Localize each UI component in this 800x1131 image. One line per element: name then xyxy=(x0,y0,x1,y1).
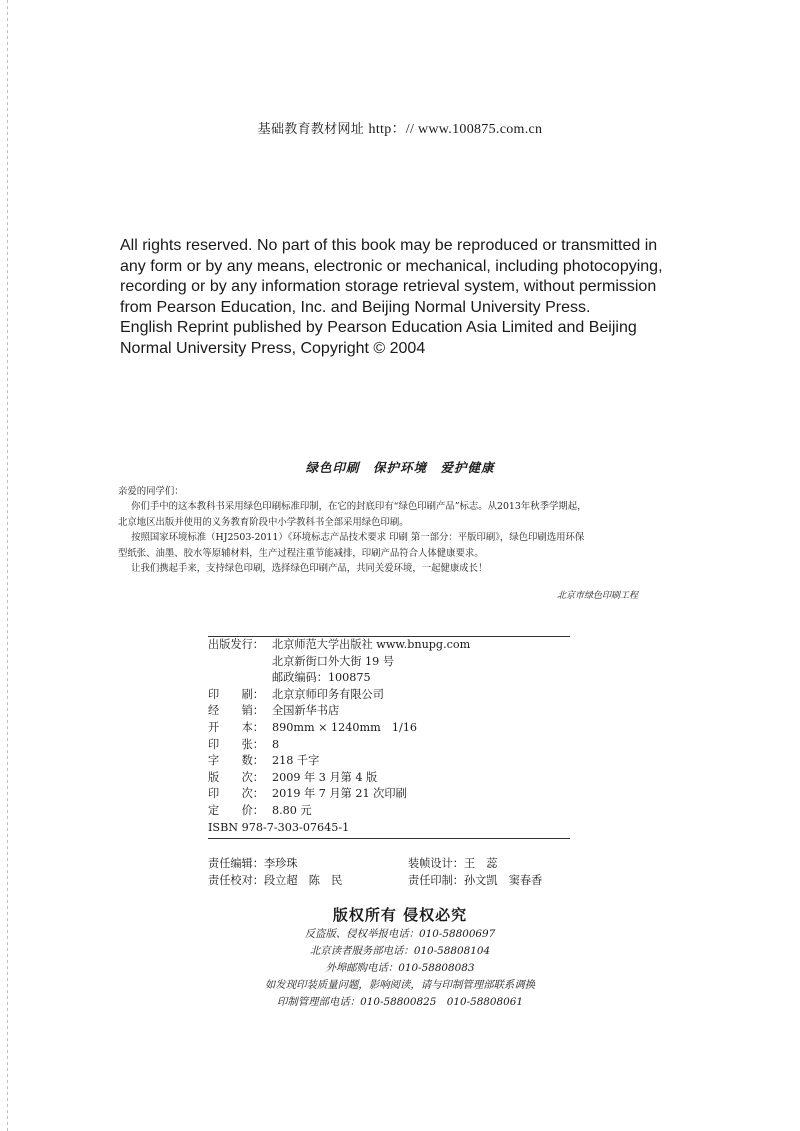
notice-line: 按照国家环境标准（HJ2503-2011）《环境标志产品技术要求 印刷 第一部分：平版印刷》，绿色印刷选用环保 xyxy=(131,532,585,544)
green-print-notice xyxy=(118,484,688,576)
isbn: ISBN 978-7-303-07645-1 xyxy=(208,820,350,834)
phone-line: 外埠邮购电话：010-58808083 xyxy=(325,962,475,974)
imprint-value: 2009 年 3 月第 4 版 xyxy=(272,770,378,784)
notice-line: 你们手中的这本教科书采用绿色印刷标准印制，在它的封底印有“绿色印刷产品”标志。从2013年秋季学期起， xyxy=(131,501,587,513)
rights-line: English Reprint published by Pearson Education Asia Limited and Beijing xyxy=(120,319,637,336)
print-manager: 责任印制：孙文凯 窦春香 xyxy=(408,874,543,887)
rights-line: any form or by any means, electronic or mechanical, including photocopying, xyxy=(120,257,663,275)
contact-phones xyxy=(0,926,800,1011)
isbn-row xyxy=(208,820,570,837)
editors-row xyxy=(208,855,588,872)
responsible-editor: 责任编辑：李珍珠 xyxy=(208,857,298,870)
greeting: 亲爱的同学们： xyxy=(118,486,184,497)
editors-row xyxy=(208,872,588,889)
rights-notice xyxy=(120,236,680,359)
rights-line: from Pearson Education, Inc. and Beijing Normal University Press. xyxy=(120,298,591,316)
publisher-row xyxy=(208,637,570,654)
notice-line: 让我们携起手来，支持绿色印刷，选择绿色印刷产品，共同关爱环境，一起健康成长！ xyxy=(131,563,488,575)
rights-line: Normal University Press, Copyright © 2004 xyxy=(120,339,426,357)
imprint-value: 218 千字 xyxy=(272,754,320,768)
editors-block xyxy=(208,855,588,889)
notice-line: 北京地区出版并使用的义务教育阶段中小学教科书全部采用绿色印刷。 xyxy=(118,516,409,528)
imprint-value: 北京京师印务有限公司 xyxy=(272,687,384,701)
cover-designer: 装帧设计：王 蕊 xyxy=(408,857,498,870)
imprint-label: 字 数： xyxy=(208,754,264,768)
green-print-signature: 北京市绿色印刷工程 xyxy=(556,591,638,601)
imprint-row xyxy=(208,737,570,754)
notice-line: 型纸张、油墨、胶水等原辅材料，生产过程注重节能减排，印刷产品符合人体健康要求。 xyxy=(118,547,484,559)
phone-line: 如发现印装质量问题，影响阅读，请与印制管理部联系调换 xyxy=(264,979,536,991)
imprint-row xyxy=(208,703,570,720)
imprint-row xyxy=(208,753,570,770)
copyright-notice: 版权所有 侵权必究 xyxy=(332,906,468,924)
imprint-row xyxy=(208,720,570,737)
imprint-value: 8 xyxy=(272,737,280,751)
imprint-value: 8.80 元 xyxy=(272,803,312,817)
imprint-value: 北京新街口外大街 19 号 xyxy=(272,654,395,668)
imprint-value: 890mm × 1240mm 1/16 xyxy=(272,720,418,734)
imprint-label: 印 张： xyxy=(208,737,264,751)
phone-line: 北京读者服务部电话：010-58808104 xyxy=(309,945,491,957)
publisher-postcode-row xyxy=(208,670,570,687)
imprint-row xyxy=(208,770,570,787)
imprint-value: 北京师范大学出版社 www.bnupg.com xyxy=(272,638,471,651)
imprint-row xyxy=(208,803,570,820)
website-url: http：// www.100875.com.cn xyxy=(368,122,543,137)
divider xyxy=(208,838,570,839)
imprint-label: 印 次： xyxy=(208,787,264,801)
phone-line: 反盗版、侵权举报电话：010-58800697 xyxy=(304,928,496,940)
imprint-label: 印 刷： xyxy=(208,687,264,701)
publisher-address-row xyxy=(208,654,570,671)
phone-line: 印制管理部电话：010-58800825 010-58808061 xyxy=(277,996,523,1008)
imprint-block xyxy=(208,636,570,841)
imprint-value: 邮政编码：100875 xyxy=(272,671,371,685)
textbook-website-line xyxy=(0,118,800,138)
imprint-value: 2019 年 7 月第 21 次印刷 xyxy=(272,787,407,801)
imprint-row xyxy=(208,687,570,704)
responsible-proofreader: 责任校对：段立超 陈 民 xyxy=(208,874,343,887)
imprint-label: 开 本： xyxy=(208,720,264,734)
rights-line: All rights reserved. No part of this book may be reproduced or transmitted in xyxy=(120,237,658,254)
rights-line: recording or by any information storage retrieval system, without permission xyxy=(120,278,657,295)
website-label: 基础教育教材网址 xyxy=(257,122,365,137)
imprint-value: 全国新华书店 xyxy=(272,704,340,718)
imprint-row xyxy=(208,786,570,803)
imprint-label: 出版发行： xyxy=(208,638,264,651)
imprint-label: 定 价： xyxy=(208,803,264,817)
imprint-label: 经 销： xyxy=(208,704,264,718)
green-print-title: 绿色印刷 保护环境 爱护健康 xyxy=(305,460,495,475)
imprint-label: 版 次： xyxy=(208,770,264,784)
